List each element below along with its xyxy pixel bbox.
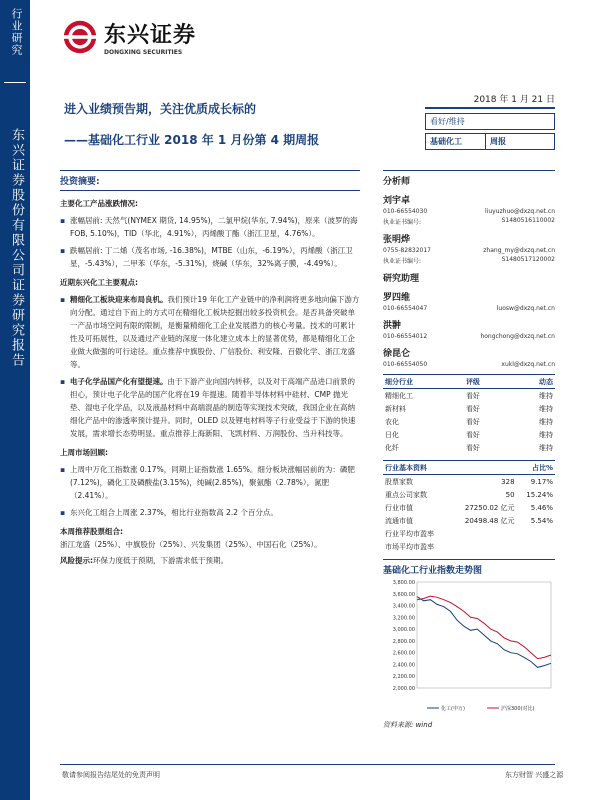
table-cell: 行业市值 [385,503,413,512]
logo-text-en: DONGXING SECURITIES [104,49,183,56]
table-row [383,527,555,540]
report-type: 周报 [490,137,506,146]
analyst-2 [383,232,555,265]
table-cell: 50 [505,490,515,499]
summary-heading: 投资摘要: [60,170,360,191]
table-cell: 流通市值 [385,516,413,525]
view-2-lead: 电子化学品国产化有望提速。 [70,377,168,386]
company-name-vertical: 东兴证券股份有限公司证券研究报告 [9,128,24,368]
table-header: 动态 [539,377,553,386]
table-row [383,389,555,403]
y-tick-label: 2,400.00 [392,662,415,669]
table-row [383,488,555,501]
table-cell: 看好 [465,417,480,426]
table-cell: 股票家数 [385,477,413,486]
table-cell [517,527,555,540]
analyst-name: 张明烨 [383,235,411,245]
price-up-text: ▪ 涨幅居前: 天然气(NYMEX 期货, 14.95%)，二氯甲烷(华东, 7.94%)，原来（波罗的海FOB, 5.10%)，TID（华北，4.91%），丙烯酸丁酯（浙江卫星，4.76%）。 [60,214,360,240]
y-tick-label: 2,200.00 [392,674,415,681]
view-1-lead: 精细化工板块迎来布局良机。 [70,295,168,304]
analyst-email: zhang_my@dxzq.net.cn [483,247,555,254]
y-tick-label: 2,800.00 [392,638,415,645]
table-cell: 27250.02 亿元 [464,503,515,512]
basics-table [383,460,555,553]
table-row [383,441,555,454]
table-cell: 20498.48 亿元 [464,516,515,525]
risk-label: 风险提示: [60,556,93,565]
analyst-1 [383,193,555,226]
market-2: ▪ 东兴化工组合上周涨 2.37%，相比行业指数高 2.2 个百分点。 [60,506,360,519]
view-2-text: 由于下游产业向国内转移，以及对于高端产品进口前景的担心，预计电子化学品的国产化将在19 年提速。随着半导体材料中硅材、CMP 抛光垫、湿电子化学品，以及液晶材料中高端混晶的制造等实现技术突破，我国企业在高纳细化产品中的渗透率预计提升。同时，OLED 以及锂电材料等子行业受益于下游的快速发展，需求增长态势明显。重点推荐上海新阳、飞凯材料、万润股份、当升科技等。 [70,377,356,438]
assist-phone: 010-66554012 [383,333,428,340]
license-label: 执业证书编号: [383,219,422,226]
view-1-text: 我们预计19 年化工产业链中的净利润将更多地向偏下游方向分配。通过自下而上的方式可在精细化工板块挖掘出较多投资机会。是否具备突破单一产品市场空间有限的限制，是衡量精细化工企业发展潜力的核心考量。技术的可累计性及可拓展性，以及通过产业链的深度一体化建立成本上的显著优势，都是精细化工企业做大做强的可行途径。重点推荐中旗股份、广信股份、利安隆、百傲化学、浙江龙盛等。 [70,295,360,369]
analyst-heading: 分析师 [383,170,555,187]
series-line-2 [417,596,551,659]
footer-rule [60,764,555,765]
y-tick-label: 2,000.00 [392,686,415,692]
logo-text-cn: 东兴证券 [104,23,197,48]
analyst-phone: 0755-82832017 [383,247,431,254]
legend-label: 化工(申万) [441,706,465,712]
series-line-1 [417,597,551,668]
table-cell: 5.46% [530,503,553,512]
views-title: 近期东兴化工主要观点: [60,278,138,287]
y-tick-label: 3,200.00 [392,615,415,622]
table-cell: 9.17% [530,477,553,486]
footer-disclaimer: 敬请参阅报告结尾处的免责声明 [62,771,160,779]
table-row [383,402,555,415]
table-row [383,501,555,514]
index-chart [383,576,555,716]
table-cell: 新材料 [385,404,406,413]
view-2 [60,375,360,440]
assist-name: 徐昆仑 [383,349,411,359]
table-cell: 328 [501,477,515,486]
summary-section [60,170,360,567]
report-subtitle: ——基础化工行业 2018 年 1 月份第 4 期周报 [64,133,320,147]
table-cell: 农化 [385,417,399,426]
table-row [383,415,555,428]
table-header: 占比% [531,463,553,472]
report-title: 进入业绩预告期，关注优质成长标的 [64,102,257,116]
table-cell [449,527,516,540]
table-cell: 日化 [385,430,399,439]
table-cell: 看好 [465,430,480,439]
logo-icon [62,19,98,55]
assist-email: hongchong@dxzq.net.cn [480,333,555,340]
assist-email: xukl@dxzq.net.cn [501,361,555,368]
rating-table [383,374,555,454]
table-cell: 看好 [465,391,480,400]
table-row [383,514,555,527]
chart-source: 资料来源: wind [383,721,433,729]
table-row [383,540,555,553]
analyst-email: liuyuzhuo@dxzq.net.cn [485,208,555,215]
license-label: 执业证书编号: [383,258,422,265]
table-cell: 5.54% [530,516,553,525]
legend-label: 沪深300(对比) [501,706,535,712]
view-1 [60,293,360,371]
table-cell: 维持 [539,391,553,400]
rating-badge: 看好/维持 [425,113,555,130]
industry-row [425,133,555,150]
table-cell: 重点公司家数 [385,490,427,499]
report-meta [425,92,555,150]
table-header: 行业基本资料 [385,463,427,472]
info-column [383,170,555,730]
table-cell: 维持 [539,443,553,452]
table-cell: 维持 [539,417,553,426]
assist-name: 洪翀 [383,321,402,331]
y-tick-label: 3,800.00 [392,580,415,586]
table-cell: 看好 [465,404,480,413]
left-sidebar [0,0,30,800]
stock-list: 浙江龙盛（25%）、中旗股份（25%）、兴发集团（25%）、中国石化（25%）。 [60,540,322,549]
table-header-row [383,461,555,475]
table-cell: 看好 [465,443,480,452]
market-1: ▪ 上周中万化工指数涨 0.17%，同期上证指数涨 1.65%。细分板块涨幅居前的为：磷肥(7.12%)，磷化工及磷酸盐(3.15%)，纯碱(2.85%)，聚氨酯（2.78%），氮肥（2.41%）。 [60,463,360,502]
table-header [449,461,516,475]
analyst-phone: 010-66554030 [383,208,428,215]
company-logo [62,18,196,56]
table-cell [517,540,555,553]
report-date: 2018 年 1 月 21 日 [425,92,555,109]
assist-email: luosw@dxzq.net.cn [496,305,555,312]
table-cell: 市场平均市盈率 [385,542,434,551]
price-down-text: ▪ 跌幅居前: 丁二烯（茂名市场, -16.38%)，MTBE（山东，-6.19%），丙烯酸（浙江卫星，-5.43%），二甲苯（华东，-5.31%)，烧碱（华东，32%离子膜，-4.49%）。 [60,244,360,270]
sidebar-divider [4,82,26,83]
report-type-label: 行业研究 [10,8,23,56]
license-code: S1480516110002 [501,217,555,224]
analyst-name: 刘宇卓 [383,196,411,206]
market-title: 上周市场回顾: [60,448,108,457]
price-change-title: 主要化工产品涨跌情况: [60,199,138,208]
assist-block [383,271,555,368]
table-cell [449,540,516,553]
table-cell: 维持 [539,404,553,413]
table-header-row [383,375,555,389]
y-tick-label: 3,600.00 [392,591,415,598]
y-tick-label: 3,400.00 [392,603,415,610]
table-header: 细分行业 [385,377,413,386]
table-cell: 精细化工 [385,391,413,400]
footer-slogan: 东方财智 兴盛之源 [505,771,564,779]
table-row [383,475,555,489]
assist-heading: 研究助理 [383,274,420,284]
table-cell: 维持 [539,430,553,439]
assist-phone: 010-66554047 [383,305,428,312]
y-tick-label: 3,000.00 [392,627,415,634]
y-tick-label: 2,600.00 [392,650,415,657]
license-code: S1480517120002 [501,256,555,263]
risk-text: 环保力度低于预期，下游需求低于预期。 [93,556,228,565]
table-header: 评级 [465,377,480,386]
table-row [383,428,555,441]
table-cell: 化纤 [385,443,399,452]
chart-title: 基础化工行业指数走势图 [383,559,555,576]
table-cell: 行业平均市盈率 [385,529,434,538]
assist-name: 罗四维 [383,293,411,303]
table-cell: 15.24% [526,490,553,499]
industry-label: 基础化工 [426,134,486,149]
assist-phone: 010-66554050 [383,361,428,368]
stock-title: 本周推荐股票组合: [60,527,123,536]
